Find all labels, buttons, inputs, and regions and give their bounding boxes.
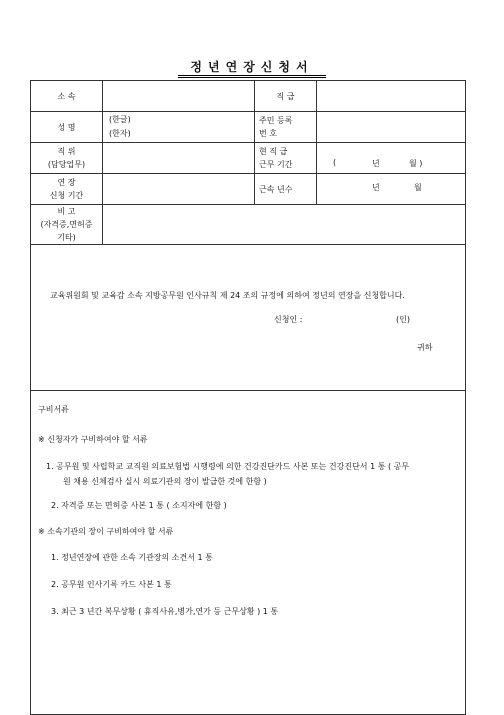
row-affiliation — [31, 81, 466, 112]
name-hanja-label: (한자) — [109, 129, 131, 138]
label-remarks: 비 고 (자격증,면허증 기타) — [31, 205, 103, 245]
field-affiliation[interactable] — [103, 81, 255, 112]
documents-group-applicant: ※ 신청자가 구비하여야 할 서류 — [38, 435, 148, 444]
field-name[interactable] — [103, 112, 255, 143]
application-form-table — [30, 80, 466, 715]
document-item: 2. 공무원 인사기록 카드 사본 1 통 — [51, 580, 172, 589]
row-position — [31, 143, 466, 174]
applicant-signature — [274, 314, 414, 325]
row-extension — [31, 174, 466, 205]
documents-title: 구비서류 — [38, 405, 69, 414]
document-item: 3. 최근 3 년간 복무상황 ( 휴직사유,병가,연가 등 근무상황 ) 1 통 — [51, 607, 279, 616]
label-resident-number: 주민 등록 번 호 — [255, 112, 317, 143]
service-month-label: 월 — [414, 183, 422, 192]
row-remarks — [31, 205, 466, 245]
field-resident-number[interactable] — [317, 112, 466, 143]
document-item: 원 채용 신체검사 실시 의료기관의 장이 발급한 것에 한함 ) — [63, 477, 267, 486]
period-year-label: 년 — [372, 159, 380, 168]
document-item: 1. 공무원 및 사립학교 교직원 의료보험법 시행령에 의한 건강진단카드 사본 또는 건강진단서 1 통 ( 공무 — [46, 462, 410, 471]
label-service-years: 근속 년수 — [255, 174, 317, 205]
service-year-label: 년 — [372, 183, 380, 192]
declaration-text: 교육위원회 및 교육감 소속 지방공무원 인사규칙 제 24 조의 규정에 의하여 정년의 연장을 신청합니다. — [50, 291, 405, 300]
label-current-rank: 현 직 급 근무 기간 — [255, 143, 317, 174]
period-month-label: 월 ) — [409, 159, 423, 168]
document-item: 2. 자격증 또는 면허증 사본 1 통 ( 소지자에 한함 ) — [51, 501, 227, 510]
period-open-paren: ( — [333, 158, 337, 167]
documents-group-agency: ※ 소속기관의 장이 구비하여야 할 서류 — [38, 527, 174, 536]
title-underline — [178, 75, 326, 76]
label-position: 직 위 (담당업무) — [31, 143, 103, 174]
field-extension-period[interactable] — [103, 174, 255, 205]
page-title: 정년연장신청서 — [190, 60, 314, 74]
label-affiliation: 소 속 — [31, 81, 103, 112]
applicant-label: 신청인 : — [274, 315, 303, 324]
field-service-years[interactable] — [317, 174, 466, 205]
label-extension-period: 연 장 신청 기간 — [31, 174, 103, 205]
label-rank: 직 급 — [255, 81, 317, 112]
label-name: 성 명 — [31, 112, 103, 143]
field-remarks[interactable] — [103, 205, 466, 245]
document-item: 1. 정년연장에 관한 소속 기관장의 소견서 1 통 — [51, 553, 213, 562]
seal-label: (인) — [396, 315, 410, 324]
addressee: 귀하 — [417, 343, 433, 352]
field-service-period[interactable] — [317, 143, 466, 174]
title-underline-2 — [178, 77, 326, 78]
row-name — [31, 112, 466, 143]
field-position[interactable] — [103, 143, 255, 174]
name-korean-label: (한글) — [109, 115, 131, 124]
field-rank[interactable] — [317, 81, 466, 112]
